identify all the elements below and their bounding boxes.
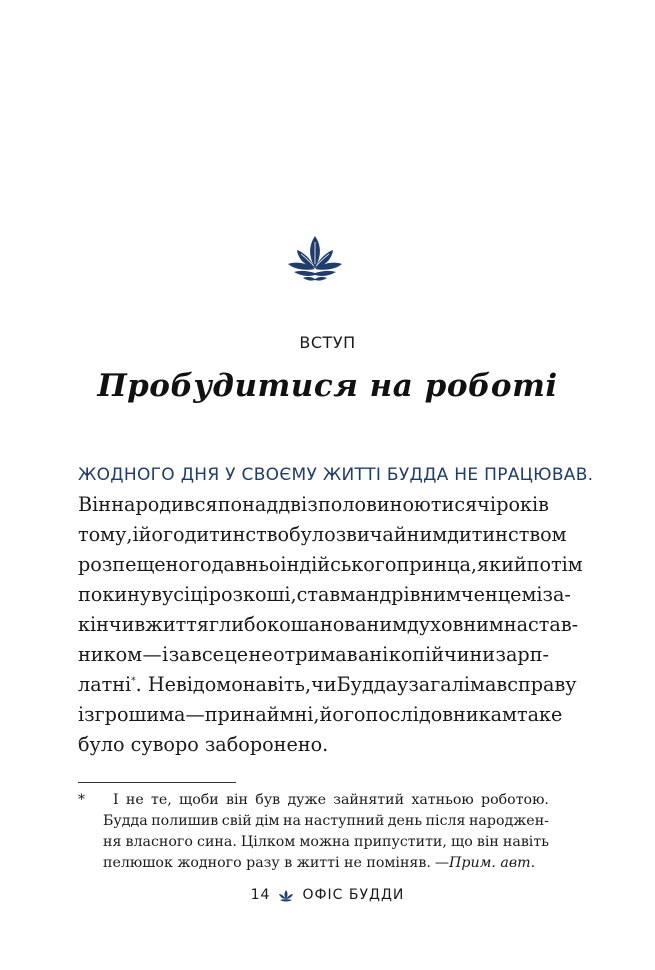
body-word: заборонено. [204, 733, 329, 756]
footnote-word: власного [125, 834, 193, 850]
body-word: — [185, 703, 205, 726]
footnote-word: можна [299, 834, 350, 850]
body-word: став [296, 583, 341, 606]
footnote-word: не [125, 792, 144, 808]
body-word: і [536, 583, 543, 606]
lotus-icon [286, 232, 344, 282]
body-word: років [496, 493, 549, 516]
footnote-word: Будда [103, 813, 148, 829]
body-word: було [78, 733, 125, 756]
body-word: який [476, 553, 527, 576]
body-word: і [132, 523, 139, 546]
page-number: 14 [250, 887, 271, 903]
body-word: Він [78, 493, 112, 516]
footnote-word: припустити, [354, 834, 447, 850]
body-word: його [138, 523, 185, 546]
body-word: народився [111, 493, 218, 516]
body-word: половиною [318, 493, 431, 516]
body-word: за [168, 643, 191, 666]
footnote-word: наступний [304, 813, 385, 829]
body-word: глибоко [208, 613, 291, 636]
body-word: життя [145, 613, 209, 636]
body-word [78, 670, 243, 700]
body-word: все [191, 643, 224, 666]
body-word: покинув [78, 583, 163, 606]
body-word: ченцем [460, 583, 537, 606]
footnote-ref[interactable]: * [131, 676, 136, 687]
footnote-word: був [255, 792, 281, 808]
body-line-9 [78, 730, 549, 760]
footnote-word: народжен- [468, 813, 549, 829]
footnote-lines [103, 790, 549, 853]
footnote-word: ня [103, 834, 122, 850]
body-line-8 [78, 700, 563, 730]
word-first-rest: . Невідомо [135, 673, 243, 696]
footnote-word: дуже [287, 792, 326, 808]
body-line [78, 490, 549, 520]
body-word: кінчив [78, 613, 146, 636]
body-word: потім [526, 553, 583, 576]
body-word: із [78, 703, 95, 726]
body-word: — [142, 643, 162, 666]
footnote-word: він [476, 834, 499, 850]
body-lines [78, 490, 583, 670]
body-word: дитинство [184, 523, 290, 546]
body-word: справу [507, 673, 577, 696]
body-word: і [162, 643, 169, 666]
footnote-marker: * [78, 792, 85, 808]
chapter-title: Пробудитися на роботі [97, 368, 558, 404]
footnote-word: свій [221, 813, 252, 829]
footnote-word: навіть [502, 834, 549, 850]
footnote-word: сина. [197, 834, 237, 850]
body-word: чи [311, 673, 337, 696]
body-word: дитинством [447, 523, 567, 546]
footnote-word: І [113, 792, 119, 808]
body-word: понад [217, 493, 279, 516]
body-word: суворо [130, 733, 199, 756]
footnote-word: роботою. [480, 792, 549, 808]
word-latni: латні [78, 673, 132, 696]
footnote-word: що [451, 834, 473, 850]
footnote-word: полишив [151, 813, 219, 829]
body-line [78, 550, 583, 580]
body-word: таке [516, 703, 563, 726]
footnote-word: день [387, 813, 423, 829]
body-word: Будда [336, 673, 398, 696]
body-word: отримав [273, 643, 358, 666]
body-word: з [307, 493, 318, 516]
footnote-rule [78, 782, 236, 783]
body-word: копійчини [388, 643, 496, 666]
body-word: не [248, 643, 273, 666]
body-line [78, 640, 549, 670]
body-word: дві [278, 493, 308, 516]
page-footer [0, 887, 655, 903]
book-title: ОФІС БУДДИ [302, 887, 405, 903]
footnote-word: те, [151, 792, 172, 808]
body-word: настав- [503, 613, 579, 636]
body-word: ані [357, 643, 389, 666]
body-word: тому, [78, 523, 133, 546]
body-line [78, 580, 571, 610]
body-word: мандрівним [340, 583, 461, 606]
body-text [78, 460, 594, 760]
footnote-word: після [425, 813, 466, 829]
body-word: духовним [407, 613, 504, 636]
body-word: розкоші, [208, 583, 297, 606]
footnote-word: щоби [179, 792, 219, 808]
footnote-line-last [103, 853, 549, 874]
body-word: послідовникам [365, 703, 517, 726]
footnote-last-text: пелюшок жодного разу в житті не поміняв. [103, 855, 431, 871]
body-line [78, 610, 579, 640]
footnote [103, 790, 549, 874]
footnote-word: дім [255, 813, 280, 829]
body-word: розпещеного [78, 553, 212, 576]
body-word: давньоіндійського [211, 553, 397, 576]
body-word: узагалі [397, 673, 471, 696]
body-word: його [319, 703, 366, 726]
footnote-word: хатньою [411, 792, 474, 808]
footnote-dash: — [434, 855, 450, 871]
body-word: принаймні, [204, 703, 320, 726]
body-word: ником [78, 643, 143, 666]
body-word: усі [162, 583, 191, 606]
body-word: це [224, 643, 249, 666]
body-word: зарп- [495, 643, 549, 666]
footnote-word: Цілком [240, 834, 296, 850]
footnote-word: на [283, 813, 301, 829]
body-word: шанованим [290, 613, 408, 636]
body-word: мав [470, 673, 508, 696]
body-word: навіть, [242, 673, 312, 696]
body-line [78, 520, 567, 550]
body-word: принца, [396, 553, 477, 576]
body-word: за- [542, 583, 571, 606]
footnote-word: зайнятий [333, 792, 405, 808]
footnote-word: він [226, 792, 249, 808]
lead-text: ЖОДНОГО ДНЯ У СВОЄМУ ЖИТТІ БУДДА НЕ ПРАЦЮВАВ. [78, 465, 594, 485]
body-word: ці [190, 583, 209, 606]
section-label: ВСТУП [299, 333, 356, 352]
body-word: було [289, 523, 336, 546]
body-word: грошима [94, 703, 186, 726]
body-line-7 [78, 670, 577, 700]
lead-line [78, 460, 594, 490]
footnote-line [103, 832, 549, 853]
footnote-line [103, 790, 549, 811]
footnote-line [103, 811, 549, 832]
footnote-abbr: Прим. авт. [449, 855, 536, 871]
body-word: звичайним [335, 523, 448, 546]
lotus-small-icon [278, 889, 294, 902]
body-word: тисячі [430, 493, 496, 516]
